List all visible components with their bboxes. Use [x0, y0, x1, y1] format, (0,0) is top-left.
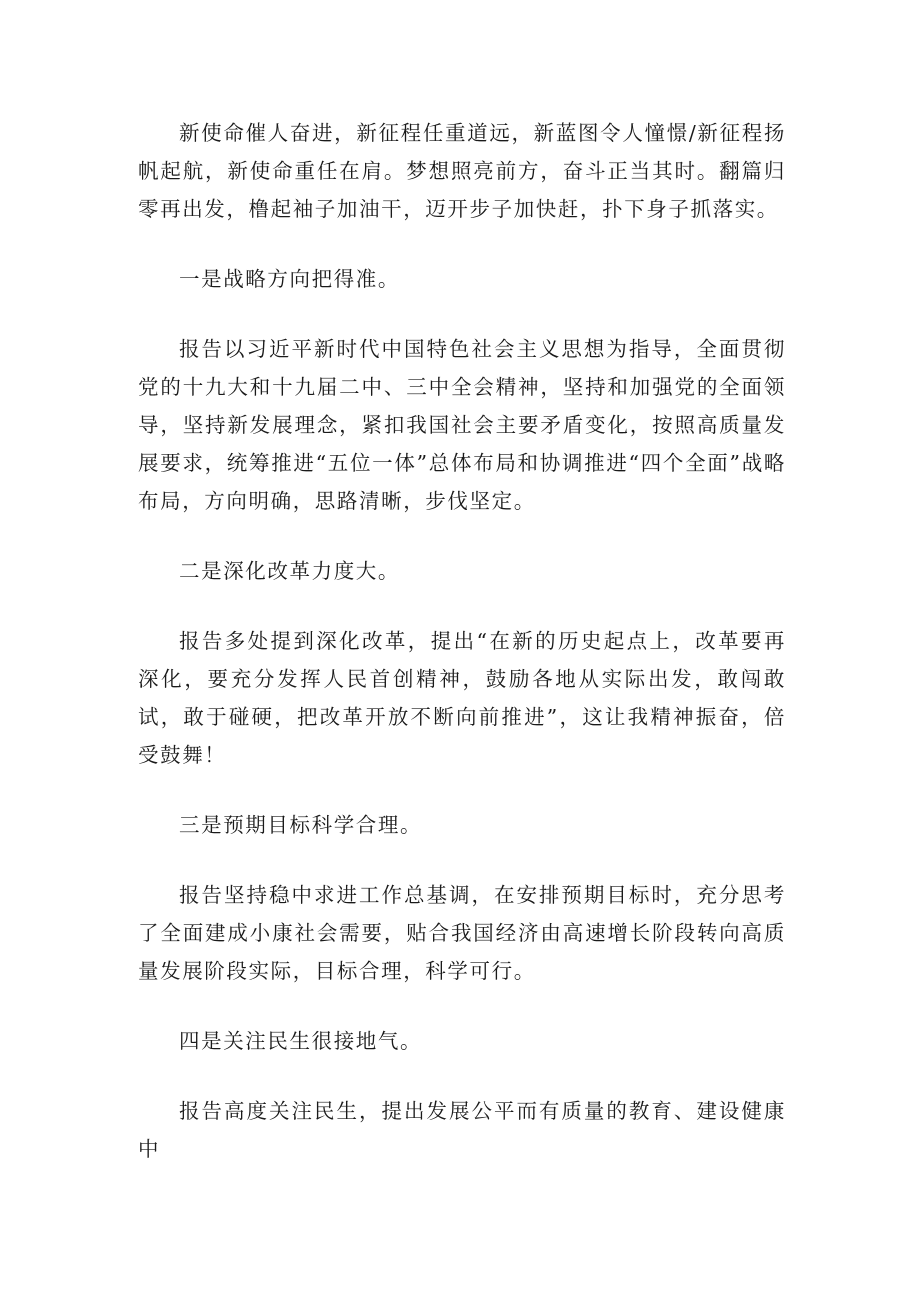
document-body [138, 114, 786, 1200]
paragraph-targets: 报告坚持稳中求进工作总基调，在安排预期目标时，充分思考了全面建成小康社会需要，贴合我国经济由高速增长阶段转向高质量发展阶段实际，目标合理，科学可行。 [138, 883, 786, 983]
paragraph-strategy: 报告以习近平新时代中国特色社会主义思想为指导，全面贯彻党的十九大和十九届二中、三中全会精神，坚持和加强党的全面领导，坚持新发展理念，紧扣我国社会主要矛盾变化，按照高质量发展要求，统筹推进“五位一体”总体布局和协调推进“四个全面”战略布局，方向明确，思路清晰，步伐坚定。 [138, 337, 786, 513]
paragraph-reform: 报告多处提到深化改革，提出“在新的历史起点上，改革要再深化，要充分发挥人民首创精神，鼓励各地从实际出发，敢闯敢试，敢于碰硬，把改革开放不断向前推进”，这让我精神振奋，倍受鼓舞！ [138, 629, 786, 767]
paragraph-intro: 新使命催人奋进，新征程任重道远，新蓝图令人憧憬/新征程扬帆起航，新使命重任在肩。梦想照亮前方，奋斗正当其时。翻篇归零再出发，橹起袖子加油干，迈开步子加快赶，扑下身子抓落实。 [138, 121, 786, 221]
section-heading-3: 三是预期目标科学合理。 [179, 813, 423, 837]
section-heading-4: 四是关注民生很接地气。 [179, 1029, 423, 1053]
paragraph-livelihood: 报告高度关注民生，提出发展公平而有质量的教育、建设健康中 [138, 1099, 786, 1161]
section-heading-2: 二是深化改革力度大。 [179, 559, 400, 583]
section-heading-1: 一是战略方向把得准。 [179, 267, 400, 291]
